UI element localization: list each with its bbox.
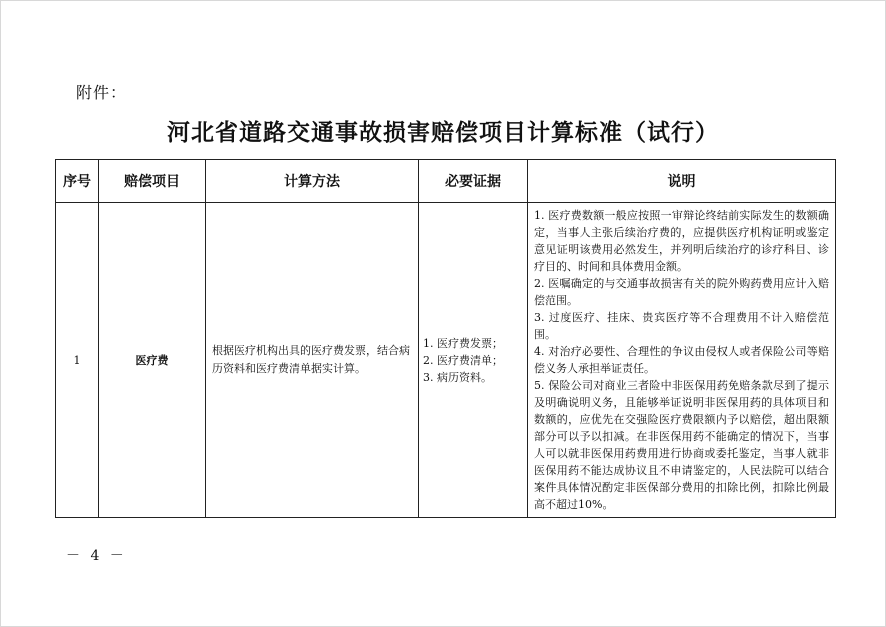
header-item: 赔偿项目 xyxy=(99,160,206,203)
note-item: 3. 过度医疗、挂床、贵宾医疗等不合理费用不计入赔偿范围。 xyxy=(534,311,829,341)
table-header-row xyxy=(56,160,836,203)
document-title: 河北省道路交通事故损害赔偿项目计算标准（试行） xyxy=(167,119,719,146)
cell-notes xyxy=(528,203,836,518)
cell-item: 医疗费 xyxy=(99,203,206,518)
attachment-label: 附件： xyxy=(76,83,128,102)
note-item: 1. 医疗费数额一般应按照一审辩论终结前实际发生的数额确定，当事人主张后续治疗费的，应提供医疗机构证明或鉴定意见证明该费用必然发生，并列明后续治疗的诊疗科目、诊疗目的、时间和具体费用金额。 xyxy=(534,209,829,273)
table-row xyxy=(56,203,836,518)
evidence-line: 2. 医疗费清单； xyxy=(423,353,503,367)
evidence-line: 1. 医疗费发票； xyxy=(423,336,503,350)
cell-method: 根据医疗机构出具的医疗费发票，结合病历资料和医疗费清单据实计算。 xyxy=(206,203,419,518)
evidence-line: 3. 病历资料。 xyxy=(423,370,492,384)
header-no: 序号 xyxy=(56,160,99,203)
note-item: 4. 对治疗必要性、合理性的争议由侵权人或者保险公司等赔偿义务人承担举证责任。 xyxy=(534,345,829,375)
header-evidence: 必要证据 xyxy=(419,160,528,203)
page-number: － 4 － xyxy=(66,548,127,564)
note-item: 2. 医嘱确定的与交通事故损害有关的院外购药费用应计入赔偿范围。 xyxy=(534,277,829,307)
header-method: 计算方法 xyxy=(206,160,419,203)
cell-evidence xyxy=(419,203,528,518)
note-item: 5. 保险公司对商业三者险中非医保用药免赔条款尽到了提示及明确说明义务，且能够举证说明非医保用药的具体项目和数额的，应优先在交强险医疗费限额内予以赔偿，超出限额部分可以予以扣减。在非医保用药不能确定的情况下，当事人可以就非医保用药费用进行协商或委托鉴定，当事人就非医保用药不能达成协议且不申请鉴定的，人民法院可以结合案件具体情况酌定非医保部分费用的扣除比例，扣除比例最高不超过10%。 xyxy=(534,379,829,511)
cell-no: 1 xyxy=(56,203,99,518)
header-notes: 说明 xyxy=(528,160,836,203)
compensation-table xyxy=(55,159,836,518)
